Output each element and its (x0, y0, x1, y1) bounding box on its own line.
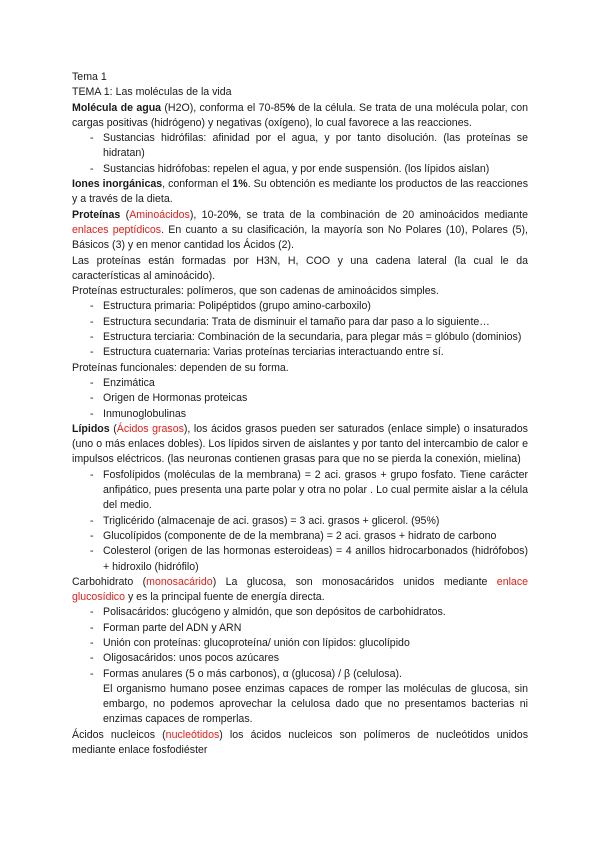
list-item: - Estructura primaria: Polipéptidos (grupo amino-carboxilo) (72, 299, 528, 314)
list-item: - Estructura terciaria: Combinación de la secundaria, para plegar más = glóbulo (dominios) (72, 330, 528, 345)
lipidos-paren: ( (109, 422, 117, 435)
proteinas-text-2: , se trata de la combinación de 20 aminoácidos mediante (238, 208, 528, 221)
carbohidrato-continuation: El organismo humano posee enzimas capaces de romper las moléculas de glucosa, sin embargo, no podemos aprovechar la celulosa dado que no presentamos bacterias ni enzimas capaces de romperlas. (103, 682, 528, 726)
iones-text-2: . Su obtención es mediante los productos de las reacciones y a través de la dieta. (72, 178, 528, 206)
carbohidrato-red-2: enlace glucosídico (72, 575, 529, 604)
list-item: - Formas anulares (5 o más carbonos), α (glucosa) / β (celulosa). (72, 667, 528, 682)
list-item: - Inmunoglobulinas (72, 407, 528, 422)
agua-text-2: de la célula. Se trata de una molécula polar, con cargas positivas (hidrógeno) y negativas (oxígeno), lo cual favorece a las reacciones. (72, 101, 529, 129)
proteinas-paragraph (72, 208, 528, 254)
lipidos-text-1: ), los ácidos grasos pueden ser saturados (enlace simple) o insaturados (uno o más enlaces dobles). Los lípidos sirven de aislantes y por tanto del intercambio de calor e impulsos eléctricos. (las neuronas contienen grasas para que no se pierda la conexión, mielina) (72, 422, 528, 466)
list-item: - Fosfolípidos (moléculas de la membrana) = 2 aci. grasos + grupo fosfato. Tiene carácter anfipático, pues presenta una parte polar y otra no polar . Lo cual permite aislar a la célula del medio. (72, 468, 528, 514)
document-body (72, 70, 528, 758)
carbohidrato-paragraph (72, 575, 528, 606)
list-item: - Sustancias hidrófilas: afinidad por el agua, y por tanto disolución. (las proteínas se hidratan) (72, 131, 528, 162)
nucleicos-text-1: ) los ácidos nucleicos son polímeros de nucleótidos unidos mediante enlace fosfodiéster (72, 728, 528, 757)
funcionales-list (72, 376, 528, 422)
lipidos-list (72, 468, 528, 575)
carbohidrato-red-1: monosacárido (146, 575, 213, 588)
lipidos-red-1: Ácidos grasos (116, 422, 184, 435)
lipidos-heading: Lípidos (72, 422, 110, 435)
list-item: - Triglicérido (almacenaje de aci. grasos) = 3 aci. grasos + glicerol. (95%) (72, 514, 528, 529)
proteinas-paren: ( (120, 208, 130, 221)
list-item: - Glucolípidos (componente de de la membrana) = 2 aci. grasos + hidrato de carbono (72, 529, 528, 544)
list-item: - Origen de Hormonas proteicas (72, 391, 528, 406)
list-item: - Sustancias hidrófobas: repelen el agua, y por ende suspensión. (los lípidos aislan) (72, 162, 528, 177)
agua-heading: Molécula de agua (72, 101, 162, 114)
list-item: - Forman parte del ADN y ARN (72, 621, 528, 636)
proteinas-line-2: Las proteínas están formadas por H3N, H, COO y una cadena lateral (la cual le da características al aminoácido). (72, 254, 528, 282)
nucleicos-red-1: nucleótidos (165, 728, 220, 741)
estructuras-list (72, 299, 528, 360)
doc-title: Tema 1 (72, 71, 107, 83)
proteinas-estructurales: Proteínas estructurales: polímeros, que son cadenas de aminoácidos simples. (72, 285, 439, 298)
proteinas-red-2: enlaces peptídicos (72, 223, 162, 236)
proteinas-funcionales: Proteínas funcionales: dependen de su forma. (72, 361, 289, 374)
agua-text-1: (H2O), conforma el 70-85 (161, 101, 286, 114)
carbohidrato-text-1: ) La glucosa, son monosacáridos unidos mediante (212, 575, 497, 588)
iones-paragraph (72, 177, 528, 208)
proteinas-text-1: ), 10-20 (189, 208, 229, 221)
carbohidrato-text-0: Carbohidrato ( (72, 575, 147, 588)
list-item: - Oligosacáridos: unos pocos azúcares (72, 651, 528, 666)
proteinas-text-3: . En cuanto a su clasificación, la mayoría son No Polares (10), Polares (5), Básicos (3) y en menor cantidad los Ácidos (2). (72, 223, 528, 252)
list-item: - Estructura cuaternaria: Varias proteínas terciarias interactuando entre sí. (72, 345, 528, 360)
list-item: - Unión con proteínas: glucoproteína/ unión con lípidos: glucolípido (72, 636, 528, 651)
iones-pct: 1% (232, 178, 248, 191)
agua-pct: % (285, 101, 296, 114)
proteinas-pct: % (228, 208, 239, 221)
lipidos-paragraph (72, 422, 528, 468)
list-item: - Estructura secundaria: Trata de disminuir el tamaño para dar paso a lo siguiente… (72, 315, 528, 330)
list-item: - Enzimática (72, 376, 528, 391)
iones-text-1: , conforman el (162, 178, 233, 191)
agua-list (72, 131, 528, 177)
list-item: - Polisacáridos: glucógeno y almidón, que son depósitos de carbohidratos. (72, 605, 528, 620)
list-item: - Colesterol (origen de las hormonas esteroideas) = 4 anillos hidrocarbonados (hidrófobos) + hidroxilo (hidrófilo) (72, 544, 528, 575)
nucleicos-text-0: Ácidos nucleicos ( (72, 728, 166, 741)
carbohidrato-list (72, 605, 528, 681)
proteinas-heading: Proteínas (72, 208, 121, 221)
proteinas-red-1: Aminoácidos (129, 208, 190, 221)
nucleicos-paragraph (72, 728, 528, 759)
doc-subtitle: TEMA 1: Las moléculas de la vida (72, 86, 232, 99)
agua-paragraph (72, 101, 528, 132)
carbohidrato-text-2: y es la principal fuente de energía directa. (125, 591, 325, 604)
iones-heading: Iones inorgánicas (72, 178, 163, 191)
